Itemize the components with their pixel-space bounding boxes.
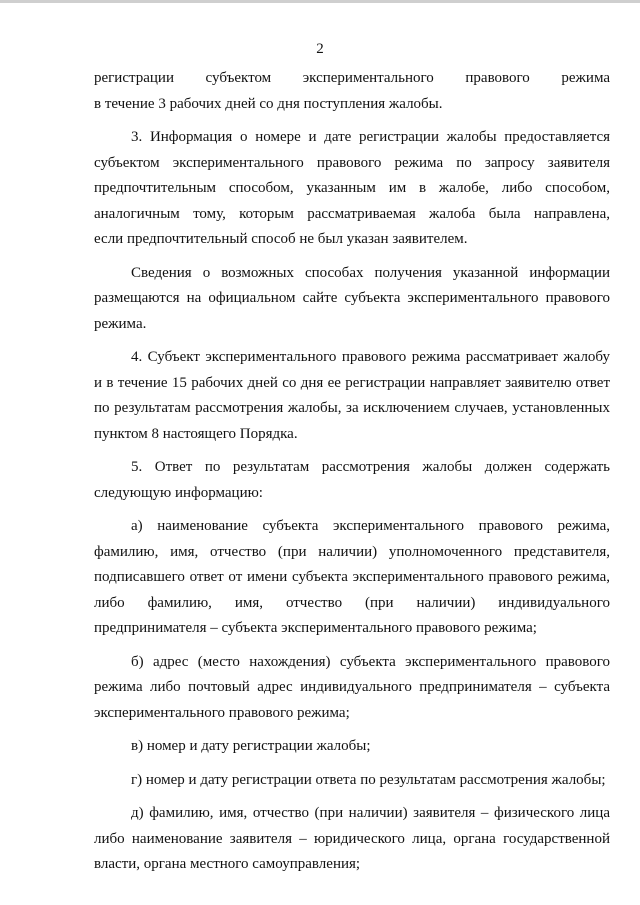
text-line: в течение 3 рабочих дней со дня поступления жалобы. [94, 95, 443, 112]
text-line: г) номер и дату регистрации ответа по результатам рассмотрения жалобы; [131, 771, 606, 788]
text-line: б) адрес (место нахождения) субъекта экспериментального правового [131, 653, 610, 670]
text-line: режима либо почтовый адрес индивидуального предпринимателя – субъекта [94, 679, 610, 695]
text-line: либо фамилию, имя, отчество (при наличии) индивидуального [94, 594, 610, 611]
paragraph [94, 650, 610, 727]
paragraph [94, 768, 610, 794]
text-line: 3. Информация о номере и дате регистрации жалобы предоставляется [131, 129, 610, 145]
text-line: подписавшего ответ от имени субъекта экспериментального правового режима, [94, 569, 610, 585]
document-body [94, 66, 610, 886]
text-line: экспериментального правового режима; [94, 704, 350, 721]
text-line: следующую информацию: [94, 484, 263, 501]
text-line: субъектом экспериментального правового режима по запросу заявителя [94, 154, 610, 171]
text-line: фамилию, имя, отчество (при наличии) уполномоченного представителя, [94, 543, 610, 560]
text-line: предпринимателя – субъекта экспериментального правового режима; [94, 620, 537, 636]
paragraph [94, 514, 610, 642]
text-line: д) фамилию, имя, отчество (при наличии) заявителя – физического лица [131, 805, 610, 821]
text-line: 5. Ответ по результатам рассмотрения жалобы должен содержать [131, 459, 610, 475]
text-line: режима. [94, 315, 147, 332]
text-line: и в течение 15 рабочих дней со дня ее регистрации направляет заявителю ответ [94, 374, 610, 391]
paragraph [94, 455, 610, 506]
text-line: предпочтительным способом, указанным им в жалобе, либо способом, [94, 180, 610, 196]
page-top-edge [0, 0, 640, 3]
page-number: 2 [316, 41, 324, 57]
paragraph [94, 66, 610, 117]
text-line: власти, органа местного самоуправления; [94, 856, 361, 872]
paragraph [94, 734, 610, 760]
text-line: аналогичным тому, которым рассматриваемая жалоба была направлена, [94, 205, 610, 222]
text-line: пунктом 8 настоящего Порядка. [94, 425, 298, 442]
paragraph [94, 125, 610, 253]
text-line: Сведения о возможных способах получения указанной информации [131, 264, 610, 281]
text-line: по результатам рассмотрения жалобы, за исключением случаев, установленных [94, 400, 610, 416]
text-line: регистрации субъектом экспериментального правового режима [94, 70, 610, 86]
paragraph [94, 345, 610, 447]
text-line: размещаются на официальном сайте субъекта экспериментального правового [94, 290, 610, 306]
paragraph [94, 261, 610, 338]
text-line: если предпочтительный способ не был указан заявителем. [94, 231, 468, 247]
paragraph [94, 801, 610, 878]
text-line: либо наименование заявителя – юридического лица, органа государственной [94, 830, 610, 847]
text-line: 4. Субъект экспериментального правового режима рассматривает жалобу [131, 349, 610, 365]
text-line: в) номер и дату регистрации жалобы; [131, 738, 371, 754]
text-line: а) наименование субъекта экспериментального правового режима, [131, 518, 610, 534]
